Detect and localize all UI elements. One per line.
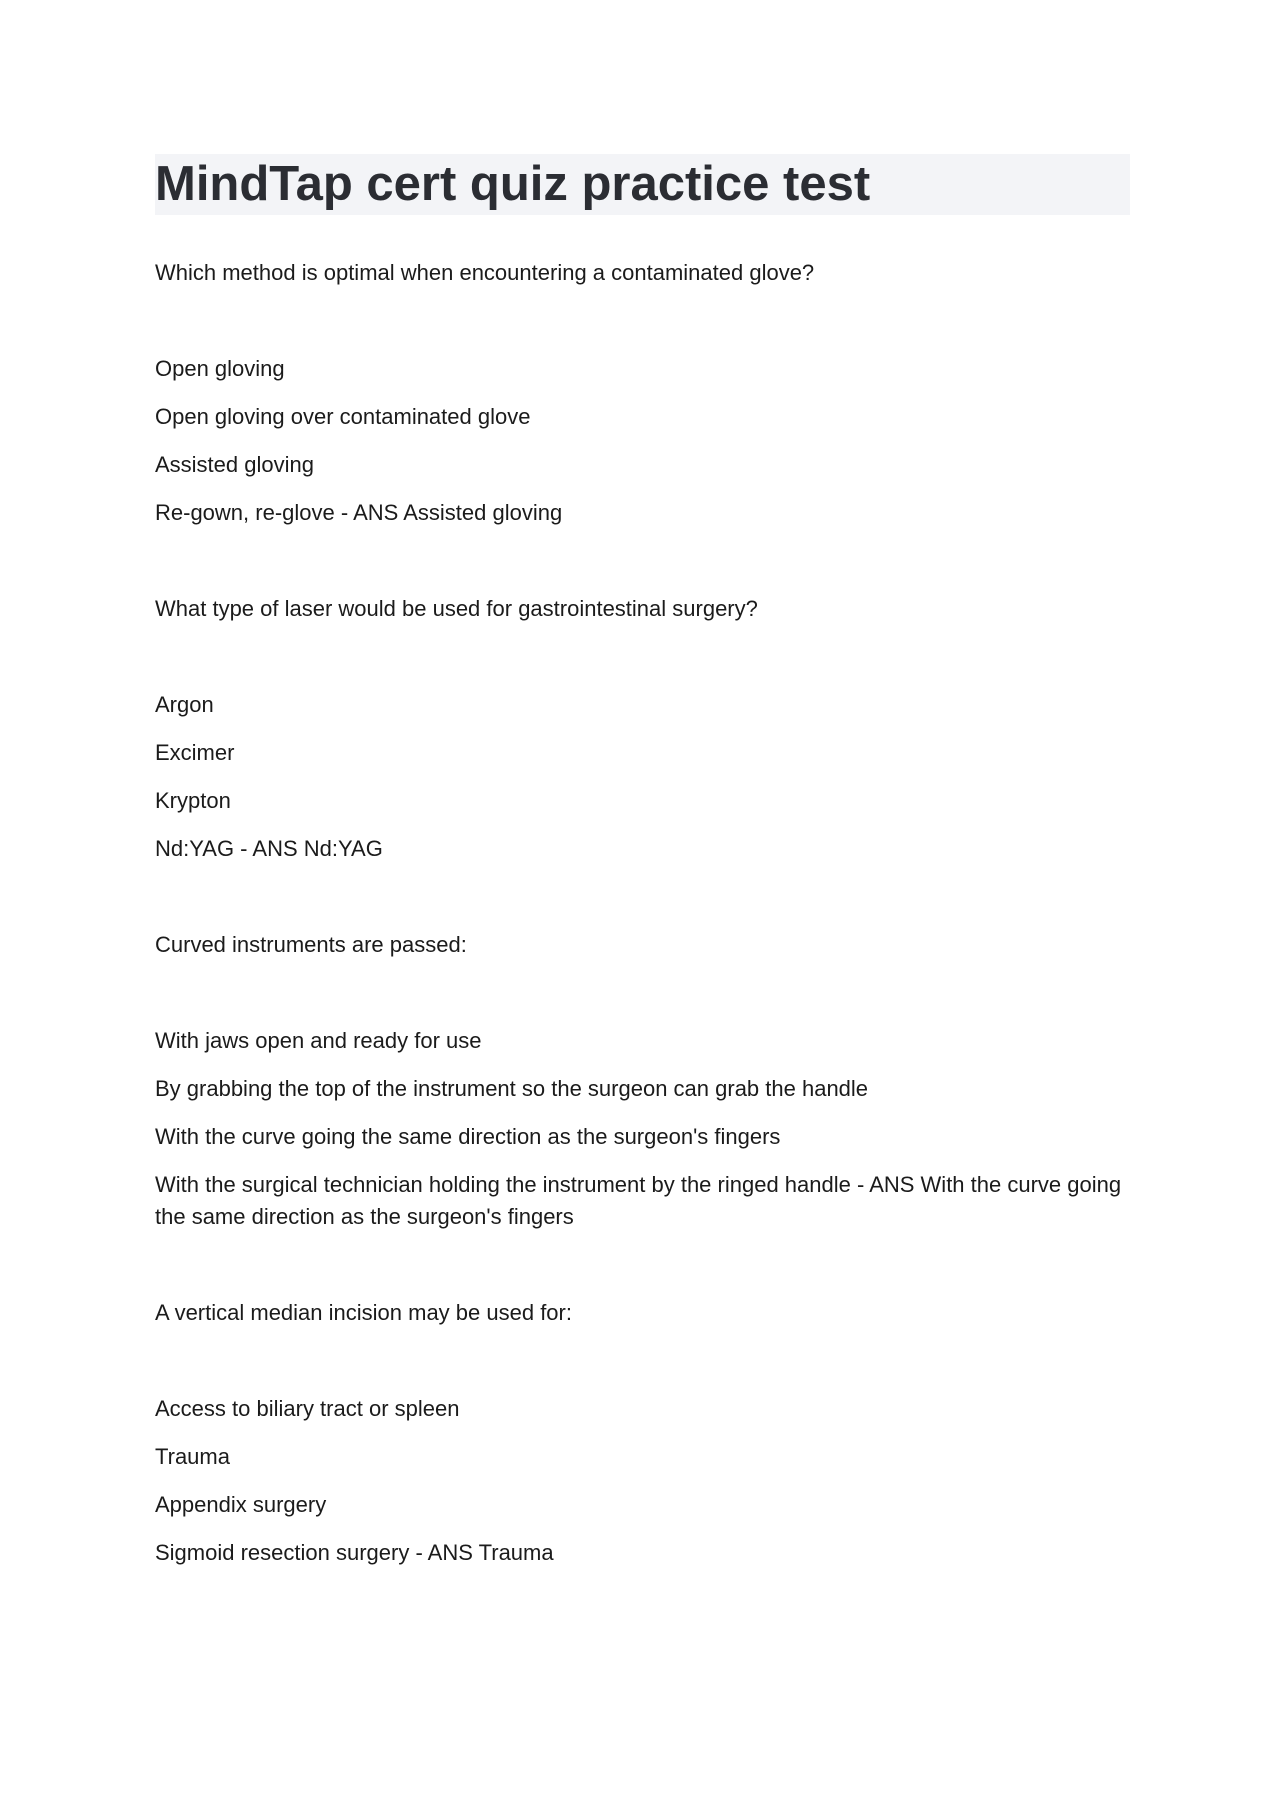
option-item: Assisted gloving <box>155 452 314 477</box>
option-item: By grabbing the top of the instrument so the surgeon can grab the handle <box>155 1076 869 1101</box>
option-item: Excimer <box>155 740 235 765</box>
option-item: Re-gown, re-glove - ANS Assisted gloving <box>155 500 563 525</box>
question-text: A vertical median incision may be used for: <box>155 1300 572 1325</box>
option-list <box>155 353 1130 529</box>
option-list <box>155 1025 1130 1233</box>
option-item: With the surgical technician holding the instrument by the ringed handle - ANS With the curve going the same direction as the surgeon's fingers <box>155 1172 1122 1229</box>
option-list <box>155 1393 1130 1569</box>
option-item: Sigmoid resection surgery - ANS Trauma <box>155 1540 554 1565</box>
question-text: Curved instruments are passed: <box>155 932 467 957</box>
question-text: Which method is optimal when encountering a contaminated glove? <box>155 260 815 285</box>
question-block-3 <box>155 929 1130 1233</box>
option-list <box>155 689 1130 865</box>
option-item: Open gloving over contaminated glove <box>155 404 531 429</box>
question-text: What type of laser would be used for gastrointestinal surgery? <box>155 596 758 621</box>
option-item: Appendix surgery <box>155 1492 327 1517</box>
title-bar <box>155 154 1130 215</box>
option-item: Krypton <box>155 788 231 813</box>
option-item: Access to biliary tract or spleen <box>155 1396 460 1421</box>
question-block-1 <box>155 257 1130 529</box>
option-item: Trauma <box>155 1444 230 1469</box>
option-item: With the curve going the same direction as the surgeon's fingers <box>155 1124 781 1149</box>
option-item: Argon <box>155 692 214 717</box>
question-block-2 <box>155 593 1130 865</box>
page-title: MindTap cert quiz practice test <box>155 157 871 211</box>
option-item: Nd:YAG - ANS Nd:YAG <box>155 836 383 861</box>
option-item: With jaws open and ready for use <box>155 1028 482 1053</box>
option-item: Open gloving <box>155 356 285 381</box>
document-page <box>155 154 1130 1569</box>
question-block-4 <box>155 1297 1130 1569</box>
